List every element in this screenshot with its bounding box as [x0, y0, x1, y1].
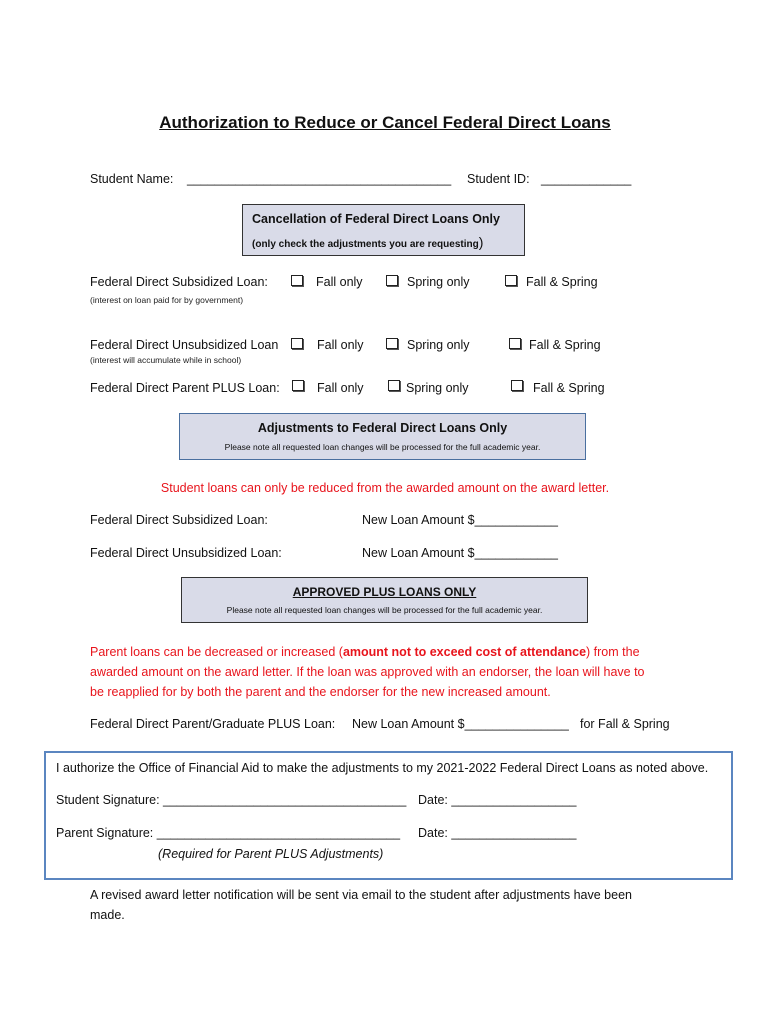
parent-plus-spring-checkbox[interactable] — [388, 380, 400, 391]
cancellation-header-box — [242, 204, 525, 256]
plus-heading: APPROVED PLUS LOANS ONLY — [292, 585, 477, 599]
unsubsidized-fall-spring-checkbox[interactable] — [509, 338, 521, 349]
adjust-unsubsidized-label: Federal Direct Unsubsidized Loan: — [90, 546, 282, 560]
parent-warning-line-1: Parent loans can be decreased or increased (amount not to exceed cost of attendance) from the — [90, 645, 640, 659]
authorization-statement: I authorize the Office of Financial Aid to make the adjustments to my 2021-2022 Federal Direct Loans as noted above. — [56, 761, 709, 775]
subsidized-spring-label: Spring only — [407, 275, 470, 289]
cancellation-heading: Cancellation of Federal Direct Loans Only — [252, 212, 500, 226]
parent-warning-line-3: be reapplied for by both the parent and the endorser for the new increased amount. — [90, 685, 551, 699]
subsidized-fall-spring-checkbox[interactable] — [505, 275, 517, 286]
plus-header-box — [181, 577, 588, 623]
student-date-field[interactable]: Date: __________________ — [418, 793, 577, 807]
footer-line-1: A revised award letter notification will be sent via email to the student after adjustments have been — [90, 888, 632, 902]
cancel-subsidized-note: (interest on loan paid for by government) — [90, 295, 244, 305]
subsidized-fall-spring-label: Fall & Spring — [526, 275, 598, 289]
footer-line-2: made. — [90, 908, 125, 922]
student-signature-field[interactable]: Student Signature: ___________________________________ — [56, 793, 407, 807]
parent-warning-line-2: awarded amount on the award letter. If the loan was approved with an endorser, the loan will have to — [90, 665, 645, 679]
subsidized-fall-label: Fall only — [316, 275, 363, 289]
parent-plus-fall-spring-label: Fall & Spring — [533, 381, 605, 395]
parent-date-field[interactable]: Date: __________________ — [418, 826, 577, 840]
cancel-unsubsidized-note: (interest will accumulate while in school) — [90, 355, 242, 365]
parent-plus-spring-label: Spring only — [406, 381, 469, 395]
unsubsidized-fall-label: Fall only — [317, 338, 364, 352]
adjust-subsidized-label: Federal Direct Subsidized Loan: — [90, 513, 268, 527]
plus-loan-label: Federal Direct Parent/Graduate PLUS Loan: — [90, 717, 336, 731]
student-id-field[interactable]: _____________ — [541, 172, 632, 186]
adjustments-heading: Adjustments to Federal Direct Loans Only — [257, 421, 508, 435]
adjust-subsidized-amount-field[interactable]: New Loan Amount $____________ — [362, 513, 558, 527]
plus-subtext: Please note all requested loan changes will be processed for the full academic year. — [226, 605, 543, 615]
parent-plus-fall-label: Fall only — [317, 381, 364, 395]
unsubsidized-fall-spring-label: Fall & Spring — [529, 338, 601, 352]
plus-loan-term: for Fall & Spring — [580, 717, 670, 731]
cancellation-subtext: (only check the adjustments you are requesting) — [252, 234, 484, 250]
unsubsidized-spring-checkbox[interactable] — [386, 338, 398, 349]
page-title: Authorization to Reduce or Cancel Federal Direct Loans — [159, 113, 611, 132]
parent-plus-fall-spring-checkbox[interactable] — [511, 380, 523, 391]
subsidized-fall-checkbox[interactable] — [291, 275, 303, 286]
cancel-unsubsidized-label: Federal Direct Unsubsidized Loan — [90, 338, 279, 352]
unsubsidized-spring-label: Spring only — [407, 338, 470, 352]
cancel-subsidized-label: Federal Direct Subsidized Loan: — [90, 275, 268, 289]
student-id-label: Student ID: — [467, 172, 530, 186]
cancel-parent-plus-label: Federal Direct Parent PLUS Loan: — [90, 381, 280, 395]
parent-signature-note: (Required for Parent PLUS Adjustments) — [158, 847, 384, 861]
adjustments-subtext: Please note all requested loan changes will be processed for the full academic year. — [224, 442, 541, 452]
adjust-unsubsidized-amount-field[interactable]: New Loan Amount $____________ — [362, 546, 558, 560]
student-name-field[interactable]: ______________________________________ — [187, 172, 452, 186]
subsidized-spring-checkbox[interactable] — [386, 275, 398, 286]
student-loan-warning: Student loans can only be reduced from the awarded amount on the award letter. — [160, 481, 610, 495]
unsubsidized-fall-checkbox[interactable] — [291, 338, 303, 349]
plus-loan-amount-field[interactable]: New Loan Amount $_______________ — [352, 717, 569, 731]
adjustments-header-box — [179, 413, 586, 460]
authorization-box — [44, 751, 733, 880]
student-name-label: Student Name: — [90, 172, 174, 186]
parent-signature-field[interactable]: Parent Signature: ___________________________________ — [56, 826, 401, 840]
parent-plus-fall-checkbox[interactable] — [292, 380, 304, 391]
